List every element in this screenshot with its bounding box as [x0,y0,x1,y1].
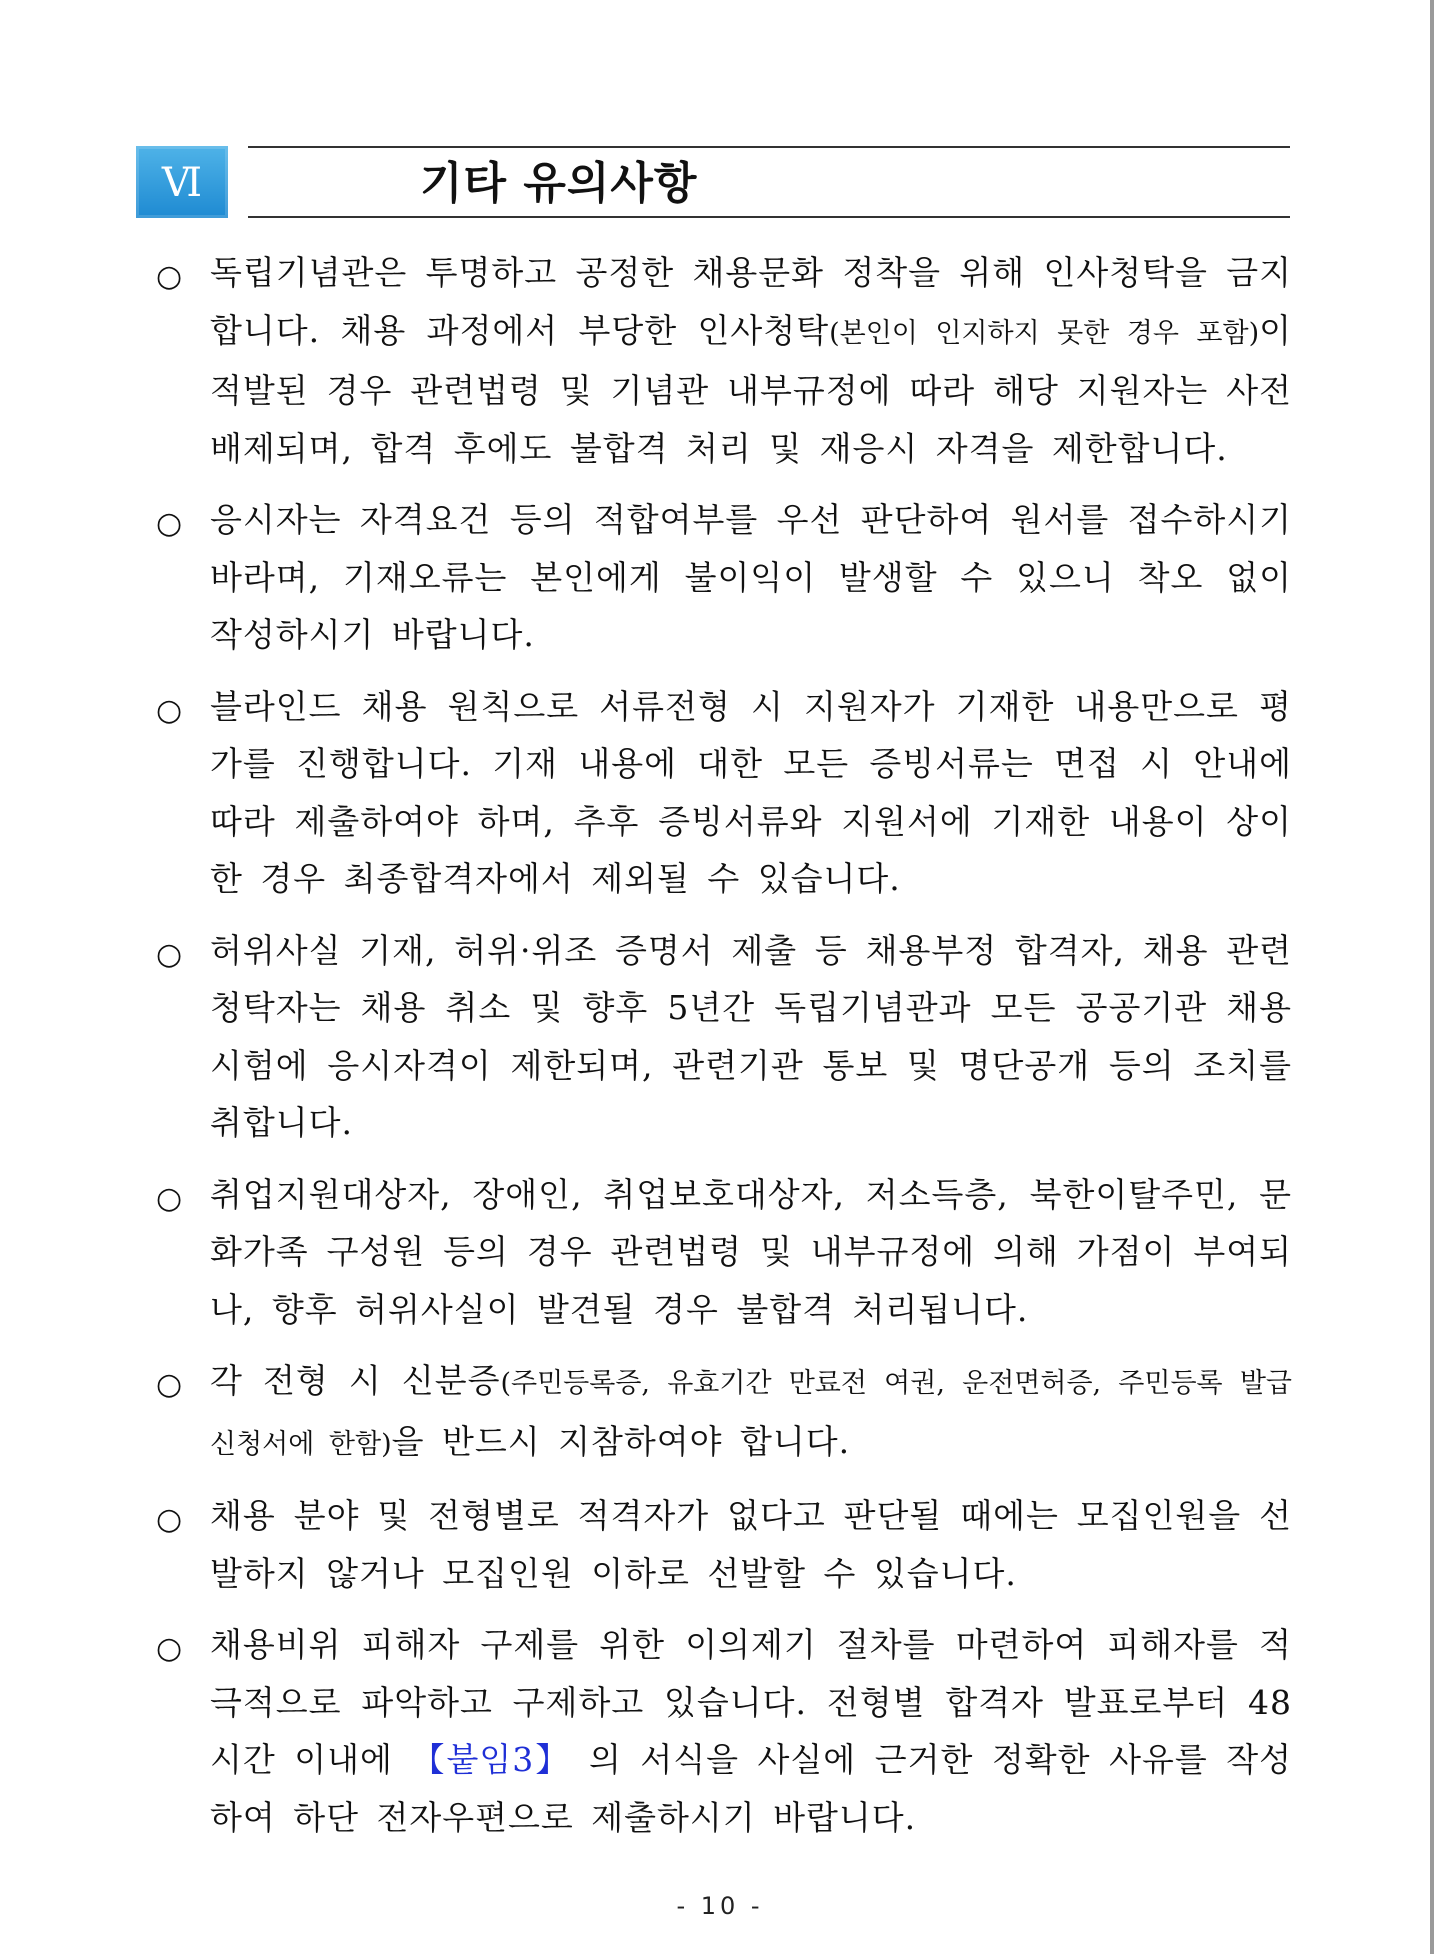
section-number-badge [136,146,228,218]
parenthetical-note: (본인이 인지하지 못한 경우 포함) [829,317,1260,349]
text-segment: 응시자는 자격요건 등의 적합여부를 우선 판단하여 원서를 접수하시기 바라며, 기재오류는 본인에게 불이익이 발생할 수 있으니 착오 없이 작성하시기 바랍니다. [210,500,1292,654]
page-edge [1430,0,1434,1954]
list-item-text [210,1487,1292,1602]
bullet-circle-icon: ○ [156,1631,183,1666]
text-segment: 취업지원대상자, 장애인, 취업보호대상자, 저소득층, 북한이탈주민, 문화가족 구성원 등의 경우 관련법령 및 내부규정에 의해 가점이 부여되나, 향후 허위사실이 발견될 경우 불합격 처리됩니다. [210,1174,1292,1329]
bullet-circle-icon: ○ [156,259,183,294]
list-item-text [210,244,1292,477]
bullet-circle-icon: ○ [156,506,183,541]
text-segment: 을 반드시 지참하여야 합니다. [391,1421,851,1461]
list-item [150,678,1292,908]
list-item-text [210,1352,1292,1473]
section-header [136,146,1290,218]
list-item [150,1166,1292,1339]
list-item-text [210,491,1292,664]
section-title-bar [248,146,1290,218]
list-item [150,1352,1292,1473]
parenthetical-note: (주민등록증, 유효기간 만료전 여권, 운전면허증, 주민등록 발급신청서에 한함) [210,1368,1292,1460]
section-title: 기타 유의사항 [420,158,698,209]
text-segment: 채용 분야 및 전형별로 적격자가 없다고 판단될 때에는 모집인원을 선발하지 않거나 모집인원 이하로 선발할 수 있습니다. [210,1496,1292,1593]
text-segment: 각 전형 시 신분증 [210,1361,501,1400]
attachment-reference: 【붙임3】 [411,1740,571,1779]
bullet-circle-icon: ○ [156,1502,183,1537]
list-item [150,491,1292,664]
list-item-text [210,922,1292,1152]
text-segment: 블라인드 채용 원칙으로 서류전형 시 지원자가 기재한 내용만으로 평가를 진행합니다. 기재 내용에 대한 모든 증빙서류는 면접 시 안내에 따라 제출하여야 하며, 추후 증빙서류와 지원서에 기재한 내용이 상이한 경우 최종합격자에서 제외될 수 있습니다. [210,686,1292,898]
section-number: Ⅵ [161,159,203,205]
text-segment: 이 적발된 경우 관련법령 및 기념관 내부규정에 따라 해당 지원자는 사전 배제되며, 합격 후에도 불합격 처리 및 재응시 자격을 제한합니다. [210,310,1293,468]
page-number: - 10 - [676,1892,764,1920]
list-item [150,1487,1292,1602]
notice-list [150,244,1292,1860]
list-item-text [210,1166,1292,1339]
list-item-text [210,678,1292,908]
list-item [150,1616,1292,1846]
list-item-text [210,1616,1292,1846]
text-segment: 의 서식을 사실에 근거한 정확한 사유를 작성하여 하단 전자우편으로 제출하시기 바랍니다. [210,1740,1293,1837]
text-segment: 채용비위 피해자 구제를 위한 이의제기 절차를 마련하여 피해자를 적극적으로 파악하고 구제하고 있습니다. 전형별 합격자 발표로부터 48시간 이내에 [210,1625,1292,1779]
text-segment: 독립기념관은 투명하고 공정한 채용문화 정착을 위해 인사청탁을 금지합니다. 채용 과정에서 부당한 인사청탁 [210,253,1292,350]
list-item [150,244,1292,477]
bullet-circle-icon: ○ [156,1367,183,1402]
bullet-circle-icon: ○ [156,1180,183,1216]
text-segment: 허위사실 기재, 허위·위조 증명서 제출 등 채용부정 합격자, 채용 관련 청탁자는 채용 취소 및 향후 5년간 독립기념관과 모든 공공기관 채용시험에 응시자격이 제한되며, 관련기관 통보 및 명단공개 등의 조치를 취합니다. [210,930,1292,1142]
bullet-circle-icon: ○ [156,692,183,728]
bullet-circle-icon: ○ [156,936,183,972]
list-item [150,922,1292,1152]
